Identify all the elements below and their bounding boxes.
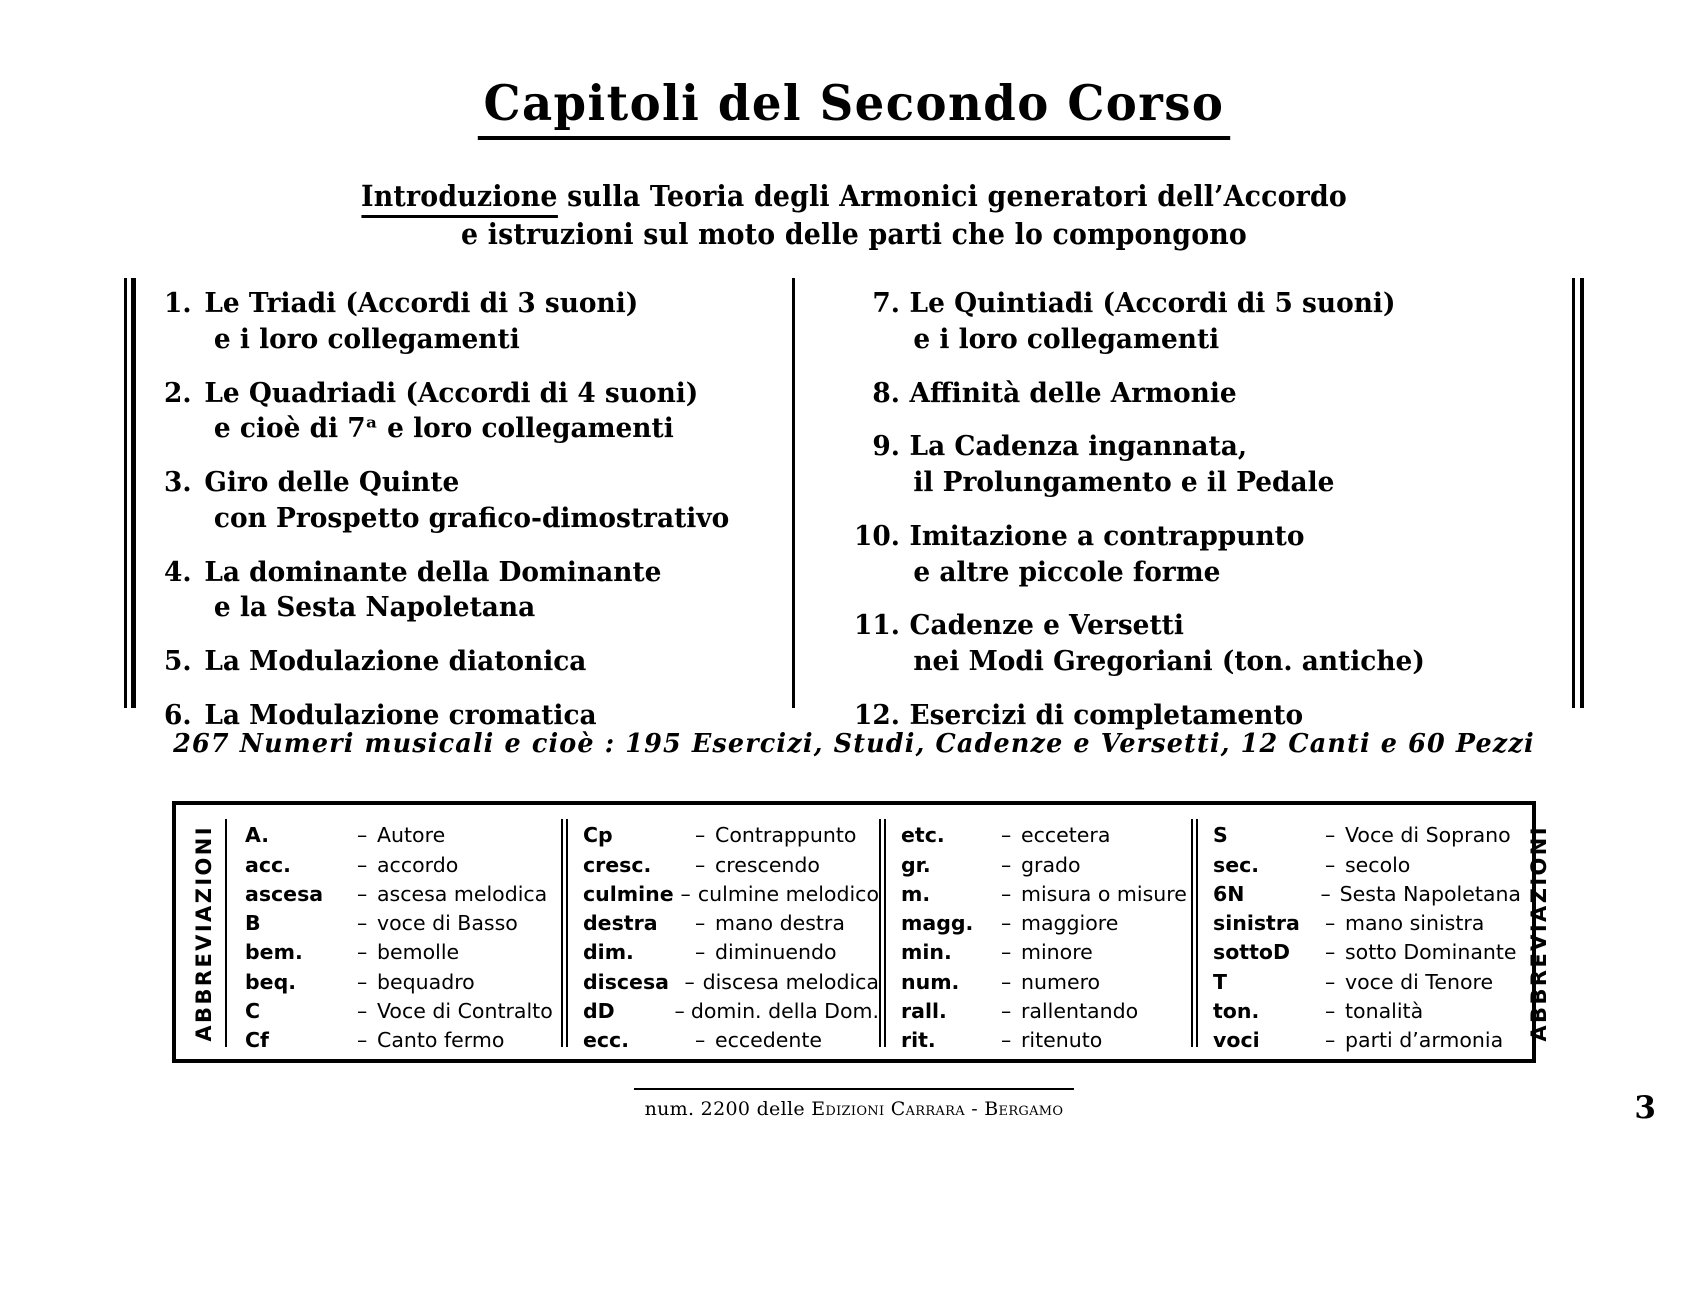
chapter-number: 3. [164,466,192,499]
abbreviation-value: Canto fermo [377,1028,505,1053]
abbreviation-key: culmine [583,881,674,906]
abbreviation-dash: – [357,911,368,936]
abbreviation-dash: – [1001,969,1012,994]
abbreviation-dash: – [1325,999,1336,1024]
abbreviation-key: sec. [1213,852,1260,877]
abbreviation-key: rall. [901,999,947,1024]
abbreviation-dash: – [357,881,368,906]
abbreviation-dash: – [695,823,706,848]
chapter-subtitle-line: e la Sesta Napoletana [213,591,536,624]
abbreviation-dash: – [357,969,368,994]
abbreviation-key: m. [901,881,931,906]
abbreviations-box [172,801,1551,1063]
abbreviation-key: min. [901,940,952,965]
abbreviation-dash: – [1001,999,1012,1024]
abbreviation-dash: – [1325,969,1336,994]
abbreviation-value: ritenuto [1021,1028,1103,1053]
chapter-item [850,429,1555,501]
border-rule-right [1572,278,1584,708]
chapter-title-line: La Modulazione cromatica [204,698,597,731]
chapter-column-left [124,278,792,731]
abbreviation-value: minore [1021,940,1093,965]
abbreviation-key: num. [901,969,960,994]
abbreviation-row [901,938,1191,967]
abbreviations-column-2 [561,817,879,1053]
column-rule [1191,819,1198,1047]
chapter-subtitle-line: e i loro collegamenti [913,322,1220,355]
abbreviation-value: numero [1021,969,1101,994]
chapter-number: 12. [853,698,900,731]
page-title: Capitoli del Secondo Corso [478,78,1230,140]
chapter-item [850,608,1555,680]
chapter-number: 1. [164,287,192,320]
chapter-title-line: La Cadenza ingannata, [909,430,1248,463]
abbreviation-dash: – [357,940,368,965]
abbreviation-row [901,851,1191,880]
chapter-item [164,644,767,680]
abbreviation-dash: – [357,999,368,1024]
abbreviation-dash: – [680,881,691,906]
abbreviation-row [245,1026,561,1055]
abbreviation-value: eccetera [1021,823,1111,848]
abbreviation-key: ascesa [245,881,324,906]
abbreviation-value: Voce di Contralto [377,999,553,1024]
abbreviations-columns [223,817,1521,1053]
abbreviation-key: C [245,999,261,1024]
column-rule [879,819,886,1047]
abbreviation-value: culmine melodico [697,881,879,906]
summary-line: 267 Numeri musicali e cioè : 195 Esercizi, Studi, Cadenze e Versetti, 12 Canti e 60 Pezzi [173,728,1535,760]
abbreviation-value: Sesta Napoletana [1339,881,1521,906]
abbreviations-label-left: ABBREVIAZIONI [192,824,216,1042]
abbreviation-row [583,851,879,880]
imprint-line [634,1088,1074,1120]
abbreviation-value: voce di Tenore [1345,969,1494,994]
chapter-subtitle-line: e cioè di 7ᵃ e loro collegamenti [213,412,674,445]
abbreviation-value: bequadro [377,969,475,994]
abbreviation-value: bemolle [377,940,460,965]
abbreviation-key: discesa [583,969,669,994]
abbreviation-row [583,938,879,967]
abbreviation-key: sinistra [1213,911,1300,936]
abbreviation-row [1213,909,1521,938]
abbreviation-key: gr. [901,852,931,877]
chapter-number: 2. [164,376,192,409]
chapter-subtitle-line: il Prolungamento e il Pedale [913,466,1335,499]
abbreviation-value: Contrappunto [715,823,857,848]
chapter-number: 7. [872,287,900,320]
abbreviation-dash: – [1001,823,1012,848]
abbreviation-row [583,1026,879,1055]
abbreviation-value: domin. della Dom. [690,999,879,1024]
chapter-item [164,286,767,358]
abbreviation-row [245,851,561,880]
chapter-number: 11. [853,609,900,642]
chapter-number: 10. [853,519,900,552]
abbreviation-key: voci [1213,1028,1260,1053]
abbreviation-dash: – [1001,852,1012,877]
abbreviation-row [901,1026,1191,1055]
chapter-subtitle-line: e i loro collegamenti [213,322,520,355]
abbreviation-row [245,968,561,997]
chapter-title-line: La Modulazione diatonica [204,645,587,678]
page-title-container [0,0,1708,140]
abbreviation-dash: – [1325,1028,1336,1053]
abbreviations-column-4 [1191,817,1521,1053]
chapter-subtitle-line: e altre piccole forme [913,555,1221,588]
abbreviations-column-3 [879,817,1191,1053]
subtitle-underlined-word: Introduzione [361,179,558,218]
abbreviation-key: A. [245,823,270,848]
abbreviation-key: ton. [1213,999,1260,1024]
chapter-item [850,519,1555,591]
abbreviation-dash: – [1325,852,1336,877]
imprint-prefix: num. 2200 delle [644,1098,812,1120]
chapter-title-line: Esercizi di completamento [909,698,1304,731]
chapter-item [850,376,1555,412]
subtitle-line-1 [51,178,1657,216]
abbreviation-key: 6N [1213,881,1245,906]
subtitle-block [0,178,1708,254]
abbreviations-column-1 [223,817,561,1053]
chapter-number: 8. [872,376,900,409]
abbreviation-value: sotto Dominante [1345,940,1517,965]
abbreviation-value: voce di Basso [377,911,518,936]
abbreviation-value: discesa melodica [702,969,879,994]
page-footer [0,1078,1708,1138]
abbreviation-key: Cp [583,823,613,848]
abbreviation-dash: – [695,911,706,936]
abbreviation-row [583,880,879,909]
chapter-item [164,555,767,627]
abbreviation-row [1213,1026,1521,1055]
abbreviation-row [901,968,1191,997]
abbreviation-row [901,997,1191,1026]
abbreviation-key: B [245,911,261,936]
abbreviation-key: rit. [901,1028,936,1053]
abbreviation-key: S [1213,823,1228,848]
abbreviation-dash: – [1320,881,1331,906]
chapter-number: 9. [872,430,900,463]
abbreviation-dash: – [674,999,685,1024]
abbreviation-key: dim. [583,940,634,965]
chapter-subtitle-line: con Prospetto grafico-dimostrativo [213,501,730,534]
abbreviation-dash: – [1325,823,1336,848]
abbreviation-row [1213,880,1521,909]
chapter-title-line: Affinità delle Armonie [909,376,1237,409]
abbreviation-row [583,909,879,938]
abbreviation-row [901,909,1191,938]
chapter-title-line: Le Quintiadi (Accordi di 5 suoni) [909,287,1396,320]
subtitle-line-1-rest: sulla Teoria degli Armonici generatori dell’Accordo [557,179,1347,214]
abbreviation-value: rallentando [1021,999,1139,1024]
abbreviation-key: etc. [901,823,945,848]
chapter-title-line: Le Quadriadi (Accordi di 4 suoni) [204,376,699,409]
abbreviation-value: secolo [1345,852,1411,877]
abbreviation-value: Voce di Soprano [1345,823,1511,848]
abbreviation-value: Autore [377,823,446,848]
chapter-title-line: Le Triadi (Accordi di 3 suoni) [204,287,639,320]
border-rule-middle [792,278,795,708]
abbreviation-row [1213,821,1521,850]
chapter-title-line: Giro delle Quinte [204,466,460,499]
abbreviation-value: ascesa melodica [377,881,548,906]
chapter-number: 5. [164,645,192,678]
abbreviation-value: maggiore [1021,911,1119,936]
abbreviation-dash: – [1001,881,1012,906]
border-rule-left [124,278,136,708]
abbreviation-dash: – [1325,940,1336,965]
abbreviation-dash: – [357,823,368,848]
abbreviation-value: crescendo [715,852,820,877]
column-rule [225,819,227,1047]
abbreviation-value: parti d’armonia [1345,1028,1504,1053]
abbreviation-key: cresc. [583,852,652,877]
abbreviation-key: bem. [245,940,303,965]
column-rule [561,819,568,1047]
page-number: 3 [1634,1090,1656,1126]
abbreviation-dash: – [1001,940,1012,965]
chapter-title-line: Imitazione a contrappunto [909,519,1305,552]
chapter-subtitle-line: nei Modi Gregoriani (ton. antiche) [913,645,1425,678]
abbreviation-value: mano destra [715,911,845,936]
abbreviation-value: diminuendo [715,940,837,965]
abbreviation-value: misura o misure [1021,881,1187,906]
abbreviation-key: magg. [901,911,974,936]
abbreviation-key: beq. [245,969,297,994]
abbreviation-key: Cf [245,1028,269,1053]
abbreviation-row [583,968,879,997]
abbreviation-row [245,997,561,1026]
abbreviation-dash: – [695,1028,706,1053]
chapter-title-line: La dominante della Dominante [204,555,662,588]
abbreviation-dash: – [1325,911,1336,936]
chapter-number: 4. [164,555,192,588]
chapter-list [124,278,1584,731]
chapter-item [850,286,1555,358]
abbreviation-dash: – [695,852,706,877]
abbreviation-row [1213,851,1521,880]
abbreviation-row [1213,997,1521,1026]
abbreviation-dash: – [357,852,368,877]
abbreviation-dash: – [1001,1028,1012,1053]
abbreviation-row [583,997,879,1026]
abbreviation-key: sottoD [1213,940,1290,965]
abbreviation-value: grado [1021,852,1081,877]
chapter-number: 6. [164,698,192,731]
abbreviation-key: T [1213,969,1227,994]
abbreviation-value: mano sinistra [1345,911,1485,936]
imprint-publisher: Edizioni Carrara - Bergamo [811,1098,1064,1120]
abbreviation-value: eccedente [715,1028,823,1053]
abbreviation-dash: – [1001,911,1012,936]
abbreviation-row [1213,968,1521,997]
abbreviation-row [245,880,561,909]
chapter-column-right [792,278,1584,731]
abbreviation-key: ecc. [583,1028,629,1053]
abbreviation-dash: – [357,1028,368,1053]
abbreviation-row [583,821,879,850]
abbreviation-row [245,909,561,938]
abbreviation-row [901,880,1191,909]
abbreviation-dash: – [684,969,695,994]
abbreviation-key: destra [583,911,658,936]
abbreviation-row [245,938,561,967]
abbreviation-row [245,821,561,850]
chapter-item [164,465,767,537]
abbreviation-key: dD [583,999,615,1024]
abbreviation-key: acc. [245,852,291,877]
abbreviation-dash: – [695,940,706,965]
abbreviation-value: accordo [377,852,459,877]
chapter-item [164,376,767,448]
subtitle-line-2: e istruzioni sul moto delle parti che lo compongono [461,217,1247,252]
abbreviations-label-right: ABBREVIAZIONI [1527,824,1551,1042]
abbreviation-row [901,821,1191,850]
abbreviation-row [1213,938,1521,967]
abbreviation-value: tonalità [1345,999,1424,1024]
chapter-title-line: Cadenze e Versetti [909,609,1184,642]
